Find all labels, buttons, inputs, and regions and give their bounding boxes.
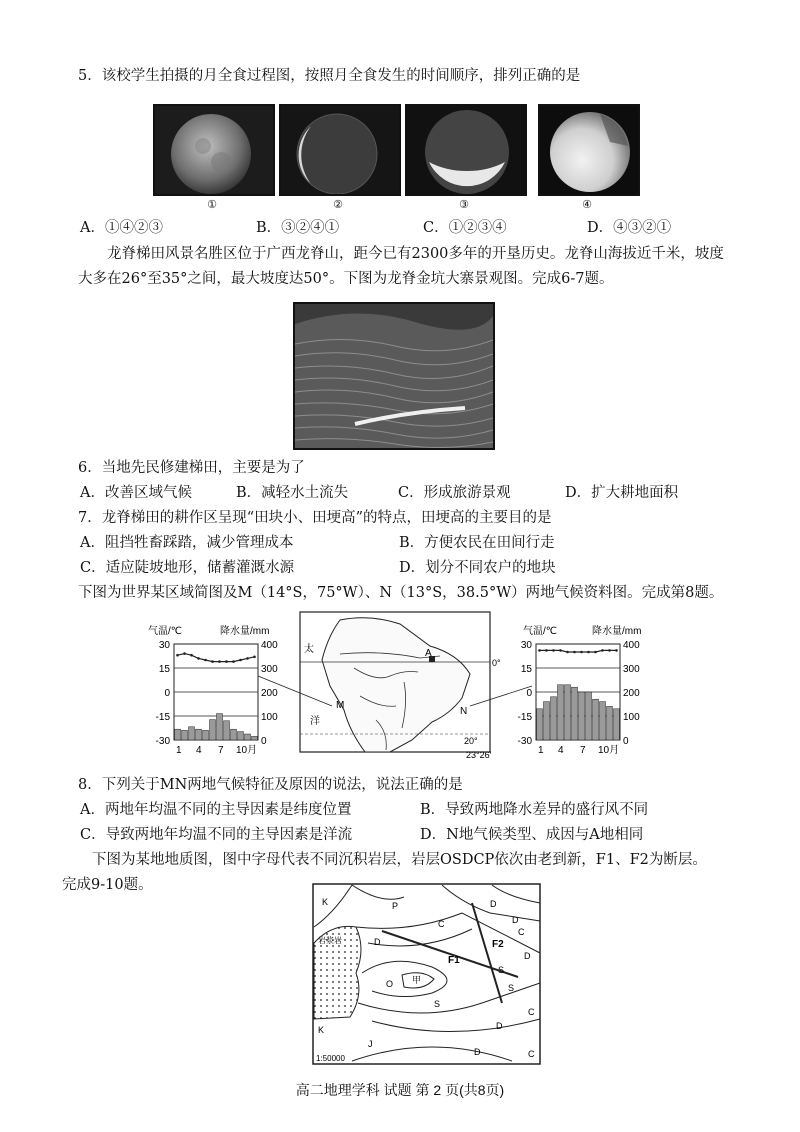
n-temp-point xyxy=(608,649,611,652)
n-precip-title: 降水量/mm xyxy=(592,626,642,637)
q6-stem: 6．当地先民修建梯田，主要是为了 xyxy=(78,460,305,476)
n-ttick-m30: -30 xyxy=(517,736,532,747)
m-temp-point xyxy=(246,657,249,660)
geo-k-bottom: K xyxy=(318,1025,325,1035)
m-precip-bar xyxy=(182,730,188,740)
n-precip-bar xyxy=(551,697,557,740)
n-month-4: 4 xyxy=(558,745,564,756)
lat-20: 20° xyxy=(464,736,478,746)
q5-stem: 5．该校学生拍摄的月全食过程图，按照月全食发生的时间顺序，排列正确的是 xyxy=(78,68,581,84)
geo-j: J xyxy=(368,1039,373,1049)
n-ptick-200: 200 xyxy=(623,688,640,699)
page-footer: 高二地理学科 试题 第 2 页(共8页) xyxy=(295,1082,505,1098)
m-temp-point xyxy=(211,660,214,663)
n-temp-point xyxy=(601,649,604,652)
m-ptick-400: 400 xyxy=(261,640,278,651)
n-precip-bar xyxy=(614,709,620,740)
geo-d-4: D xyxy=(374,937,381,947)
moon-photo-4 xyxy=(538,104,640,196)
geo-d-5: D xyxy=(496,1021,503,1031)
geologic-map xyxy=(312,883,542,1068)
n-ptick-0: 0 xyxy=(623,736,629,747)
moon-label-3: ③ xyxy=(459,198,469,211)
geo-igneous-label: 岩浆岩 xyxy=(318,936,342,945)
intro-8: 下图为世界某区域简图及M（14°S，75°W）、N（13°S，38.5°W）两地气候资料图。完成第8题。 xyxy=(78,585,724,601)
n-precip-bar xyxy=(558,685,564,740)
n-precip-bar xyxy=(579,692,585,740)
m-precip-bar xyxy=(224,721,230,740)
n-temp-point xyxy=(566,651,569,654)
lat-tropic: 23°26′ xyxy=(466,750,492,760)
q5-option-b[interactable]: B．③②④① xyxy=(256,220,340,236)
moon-label-1: ① xyxy=(207,198,217,211)
geo-d-3: D xyxy=(524,951,531,961)
geo-s-1: S xyxy=(498,965,505,975)
n-precip-bar xyxy=(586,692,592,740)
m-ttick-m15: -15 xyxy=(155,712,170,723)
geo-c-1: C xyxy=(438,919,445,929)
n-temp-point xyxy=(538,649,541,652)
m-precip-bar xyxy=(203,730,209,740)
n-temp-point xyxy=(587,651,590,654)
m-temp-point xyxy=(225,660,228,663)
m-month-4: 4 xyxy=(196,745,202,756)
point-a-label: A xyxy=(425,648,432,659)
geo-f1-label: F1 xyxy=(448,955,460,966)
n-ttick-m15: -15 xyxy=(517,712,532,723)
moon-photo-4-drawing xyxy=(540,106,638,194)
m-ttick-0: 0 xyxy=(164,688,170,699)
moon-photo-3 xyxy=(405,104,527,196)
m-precip-bar xyxy=(210,720,216,740)
n-temp-point xyxy=(615,649,618,652)
n-temp-line xyxy=(540,650,617,652)
geo-jia: 甲 xyxy=(412,975,422,985)
point-m-label: M xyxy=(336,700,345,711)
moon-photo-2-drawing xyxy=(281,106,399,194)
q7-option-b[interactable]: B．方便农民在田间行走 xyxy=(399,535,555,551)
n-temp-point xyxy=(552,649,555,652)
q8-option-a[interactable]: A．两地年均温不同的主导因素是纬度位置 xyxy=(80,802,352,818)
chart-m xyxy=(148,624,278,756)
n-precip-bar xyxy=(600,702,606,740)
geo-d-6: D xyxy=(474,1047,481,1057)
m-temp-point xyxy=(232,660,235,663)
n-temp-point xyxy=(580,651,583,654)
m-month-1: 1 xyxy=(176,745,182,756)
n-temp-point xyxy=(594,651,597,654)
geo-c-2: C xyxy=(518,927,525,937)
m-precip-bar xyxy=(217,714,223,740)
q7-option-c[interactable]: C．适应陡坡地形，储蓄灌溉水源 xyxy=(80,560,295,576)
n-ttick-0: 0 xyxy=(526,688,532,699)
moon-photo-1-drawing xyxy=(155,106,273,194)
moon-photo-1 xyxy=(153,104,275,196)
q6-option-d[interactable]: D．扩大耕地面积 xyxy=(565,485,679,501)
q7-option-d[interactable]: D．划分不同农户的地块 xyxy=(399,560,556,576)
n-precip-bar xyxy=(593,699,599,740)
q7-stem: 7．龙脊梯田的耕作区呈现“田块小、田埂高”的特点，田埂高的主要目的是 xyxy=(78,510,552,526)
n-temp-point xyxy=(545,649,548,652)
n-precip-bar xyxy=(537,709,543,740)
n-temp-point xyxy=(559,649,562,652)
m-precip-bar xyxy=(175,729,181,740)
n-ptick-100: 100 xyxy=(623,712,640,723)
m-precip-bar xyxy=(196,729,202,740)
q8-option-b[interactable]: B．导致两地降水差异的盛行风不同 xyxy=(420,802,649,818)
n-temp-point xyxy=(573,651,576,654)
terrace-photo xyxy=(293,302,495,450)
m-precip-bar xyxy=(189,727,195,740)
m-temp-point xyxy=(204,659,207,662)
m-precip-bar xyxy=(252,736,258,740)
geo-c-3: C xyxy=(528,1007,535,1017)
n-month-1: 1 xyxy=(538,745,544,756)
m-temp-point xyxy=(253,656,256,659)
n-ttick-30: 30 xyxy=(520,640,532,651)
q6-option-b[interactable]: B．减轻水土流失 xyxy=(236,485,349,501)
m-temp-point xyxy=(197,657,200,660)
n-temp-title: 气温/℃ xyxy=(523,626,558,637)
q8-option-d[interactable]: D．N地气候类型、成因与A地相同 xyxy=(420,827,644,843)
geo-s-2: S xyxy=(434,999,441,1009)
m-temp-point xyxy=(183,652,186,655)
m-temp-line xyxy=(178,654,255,662)
n-precip-bar xyxy=(544,702,550,740)
q6-option-c[interactable]: C．形成旅游景观 xyxy=(398,485,511,501)
point-n-label: N xyxy=(460,706,468,717)
m-month-7: 7 xyxy=(218,745,224,756)
m-temp-point xyxy=(239,659,242,662)
m-ptick-0: 0 xyxy=(261,736,267,747)
intro-9-10-line2: 完成9-10题。 xyxy=(62,877,153,893)
ocean-label-1: 太 xyxy=(304,644,314,655)
m-precip-title: 降水量/mm xyxy=(220,626,270,637)
q5-option-c[interactable]: C．①②③④ xyxy=(423,220,507,236)
geo-f2-label: F2 xyxy=(492,939,504,950)
terrace-drawing xyxy=(295,304,493,448)
q5-option-a[interactable]: A．①④②③ xyxy=(80,220,163,236)
q8-option-c[interactable]: C．导致两地年均温不同的主导因素是洋流 xyxy=(80,827,353,843)
moon-label-2: ② xyxy=(333,198,343,211)
n-precip-bar xyxy=(565,685,571,740)
m-precip-bar xyxy=(231,729,237,740)
n-precip-bar xyxy=(572,687,578,740)
geo-o: O xyxy=(386,979,394,989)
q8-stem: 8．下列关于MN两地气候特征及原因的说法，说法正确的是 xyxy=(78,777,463,793)
ocean-label-2: 洋 xyxy=(310,716,320,727)
q6-option-a[interactable]: A．改善区域气候 xyxy=(80,485,192,501)
geo-c-4: C xyxy=(528,1049,535,1059)
intro-6-7: 龙脊梯田风景名胜区位于广西龙脊山，距今已有2300多年的开垦历史。龙脊山海拔近千米，坡度大多在26°至35°之间，最大坡度达50°。下图为龙脊金坑大寨景观图。完成6-7题。 xyxy=(78,246,724,287)
q5-option-d[interactable]: D．④③②① xyxy=(587,220,672,236)
m-precip-bar xyxy=(238,732,244,740)
q7-option-a[interactable]: A．阻挡牲畜踩踏，减少管理成本 xyxy=(80,535,294,551)
m-ptick-200: 200 xyxy=(261,688,278,699)
lat-equator: 0° xyxy=(492,658,501,668)
m-ptick-100: 100 xyxy=(261,712,278,723)
moon-photo-3-drawing xyxy=(407,106,525,194)
geo-p: P xyxy=(392,901,399,911)
geo-d-2: D xyxy=(512,915,519,925)
n-month-7: 7 xyxy=(580,745,586,756)
m-temp-point xyxy=(176,654,179,657)
m-temp-point xyxy=(218,660,221,663)
climate-figure xyxy=(140,610,650,766)
n-ptick-400: 400 xyxy=(623,640,640,651)
chart-n xyxy=(518,624,642,756)
m-precip-bar xyxy=(245,734,251,740)
n-ptick-300: 300 xyxy=(623,664,640,675)
m-ptick-300: 300 xyxy=(261,664,278,675)
m-ttick-15: 15 xyxy=(158,664,170,675)
m-ttick-30: 30 xyxy=(158,640,170,651)
region-map xyxy=(258,612,532,760)
m-temp-title: 气温/℃ xyxy=(148,626,183,637)
moon-label-4: ④ xyxy=(582,198,592,211)
n-month-10: 10月 xyxy=(598,745,620,756)
geo-k-top: K xyxy=(322,897,329,907)
n-precip-bar xyxy=(607,706,613,740)
m-temp-point xyxy=(190,654,193,657)
m-month-10: 10月 xyxy=(236,745,258,756)
intro-9-10-line1: 下图为某地地质图，图中字母代表不同沉积岩层，岩层OSDCP依次由老到新，F1、F2为断层。 xyxy=(92,852,707,868)
moon-photo-2 xyxy=(279,104,401,196)
n-ttick-15: 15 xyxy=(520,664,532,675)
geo-scale: 1:50000 xyxy=(316,1054,345,1063)
geo-d-1: D xyxy=(490,899,497,909)
geo-s-3: S xyxy=(508,983,515,993)
m-ttick-m30: -30 xyxy=(155,736,170,747)
